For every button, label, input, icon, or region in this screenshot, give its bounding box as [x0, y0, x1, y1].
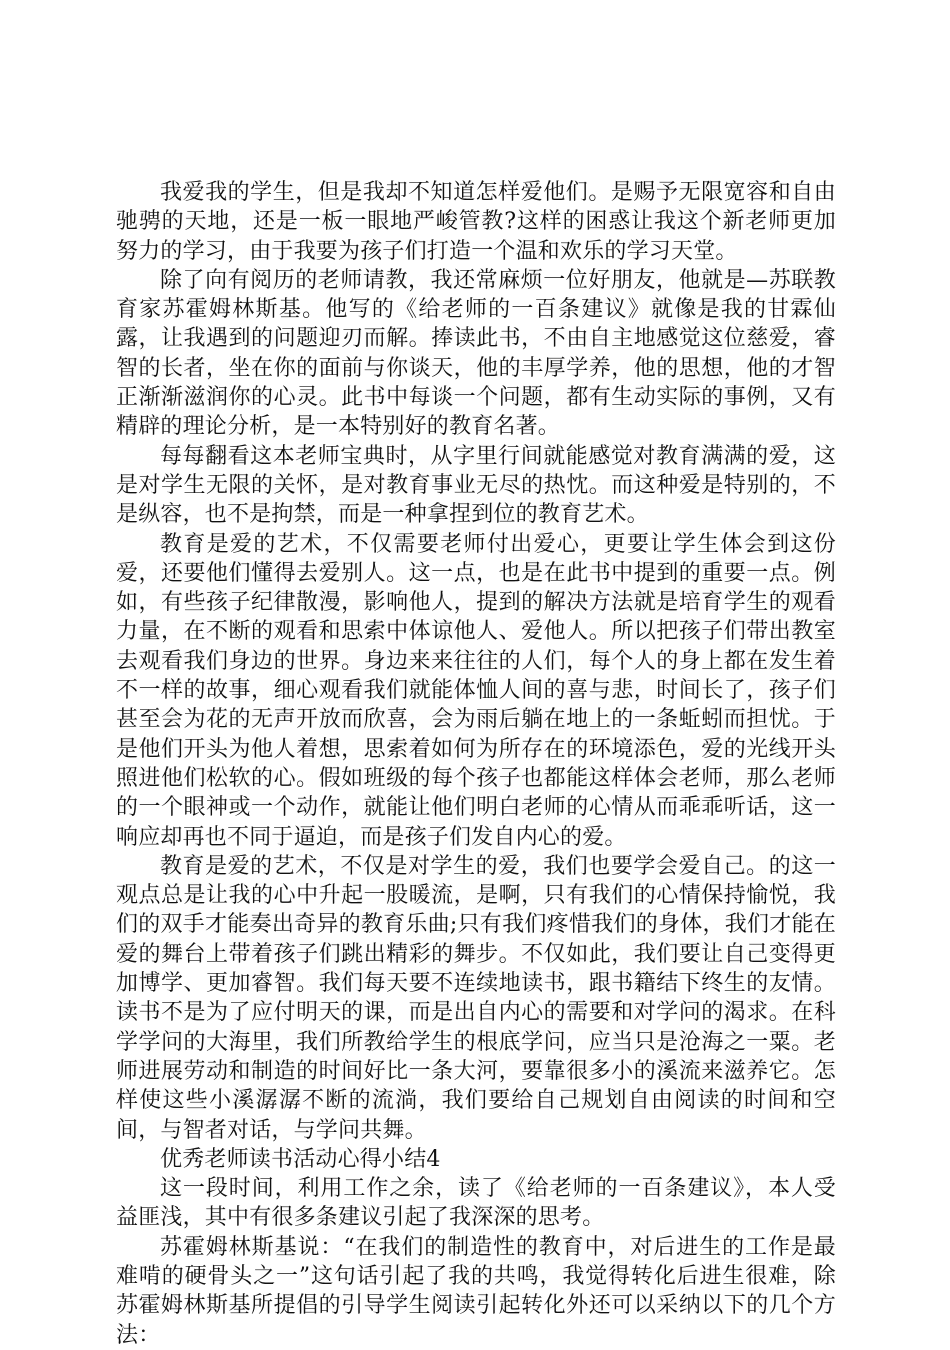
paragraph: 每每翻看这本老师宝典时，从字里行间就能感觉对教育满满的爱，这是对学生无限的关怀，是对教育事业无尽的热忱。而这种爱是特别的，不是纵容，也不是拘禁，而是一种拿捏到位的教育艺术。 [116, 443, 836, 528]
paragraph: 教育是爱的艺术，不仅需要老师付出爱心，更要让学生体会到这份爱，还要他们懂得去爱别人。这一点，也是在此书中提到的重要一点。例如，有些孩子纪律散漫，影响他人，提到的解决方法就是培育学生的观看力量，在不断的观看和思索中体谅他人、爱他人。所以把孩子们带出教室去观看我们身边的世界。身边来来往往的人们，每个人的身上都在发生着不一样的故事，细心观看我们就能体恤人间的喜与悲，时间长了，孩子们甚至会为花的无声开放而欣喜，会为雨后躺在地上的一条蚯蚓而担忧。于是他们开头为他人着想，思索着如何为所存在的环境添色，爱的光线开头照进他们松软的心。假如班级的每个孩子也都能这样体会老师，那么老师的一个眼神或一个动作，就能让他们明白老师的心情从而乖乖听话，这一响应却再也不同于逼迫，而是孩子们发自内心的爱。 [116, 531, 836, 850]
paragraph: 教育是爱的艺术，不仅是对学生的爱，我们也要学会爱自己。的这一观点总是让我的心中升起一股暖流，是啊，只有我们的心情保持愉悦，我们的双手才能奏出奇异的教育乐曲;只有我们疼惜我们的身体，我们才能在爱的舞台上带着孩子们跳出精彩的舞步。不仅如此，我们要让自己变得更加博学、更加睿智。我们每天要不连续地读书，跟书籍结下终生的友情。读书不是为了应付明天的课，而是出自内心的需要和对学问的渴求。在科学学问的大海里，我们所教给学生的根底学问，应当只是沧海之一粟。老师进展劳动和制造的时间好比一条大河，要靠很多小的溪流来滋养它。怎样使这些小溪潺潺不断的流淌，我们要给自己规划自由阅读的时间和空间，与智者对话，与学问共舞。 [116, 853, 836, 1143]
paragraph: 我爱我的学生，但是我却不知道怎样爱他们。是赐予无限宽容和自由驰骋的天地，还是一板一眼地严峻管教?这样的困惑让我这个新老师更加努力的学习，由于我要为孩子们打造一个温和欢乐的学习天堂。 [116, 180, 836, 264]
document-body [116, 178, 836, 1350]
paragraph: 这一段时间，利用工作之余，读了《给老师的一百条建议》，本人受益匪浅，其中有很多条建议引起了我深深的思考。 [116, 1176, 836, 1231]
section-title: 优秀老师读书活动心得小结4 [160, 1146, 441, 1172]
paragraph: 苏霍姆林斯基说：“在我们的制造性的教育中，对后进生的工作是最难啃的硬骨头之一”这句话引起了我的共鸣，我觉得转化后进生很难，除苏霍姆林斯基所提倡的引导学生阅读引起转化外还可以采纳以下的几个方法： [116, 1234, 836, 1348]
paragraph: 除了向有阅历的老师请教，我还常麻烦一位好朋友，他就是—苏联教育家苏霍姆林斯基。他写的《给老师的一百条建议》就像是我的甘霖仙露，让我遇到的问题迎刃而解。捧读此书，不由自主地感觉这位慈爱，睿智的长者，坐在你的面前与你谈天，他的丰厚学养，他的思想，他的才智正渐渐滋润你的心灵。此书中每谈一个问题，都有生动实际的事例，又有精辟的理论分析，是一本特别好的教育名著。 [116, 267, 836, 440]
